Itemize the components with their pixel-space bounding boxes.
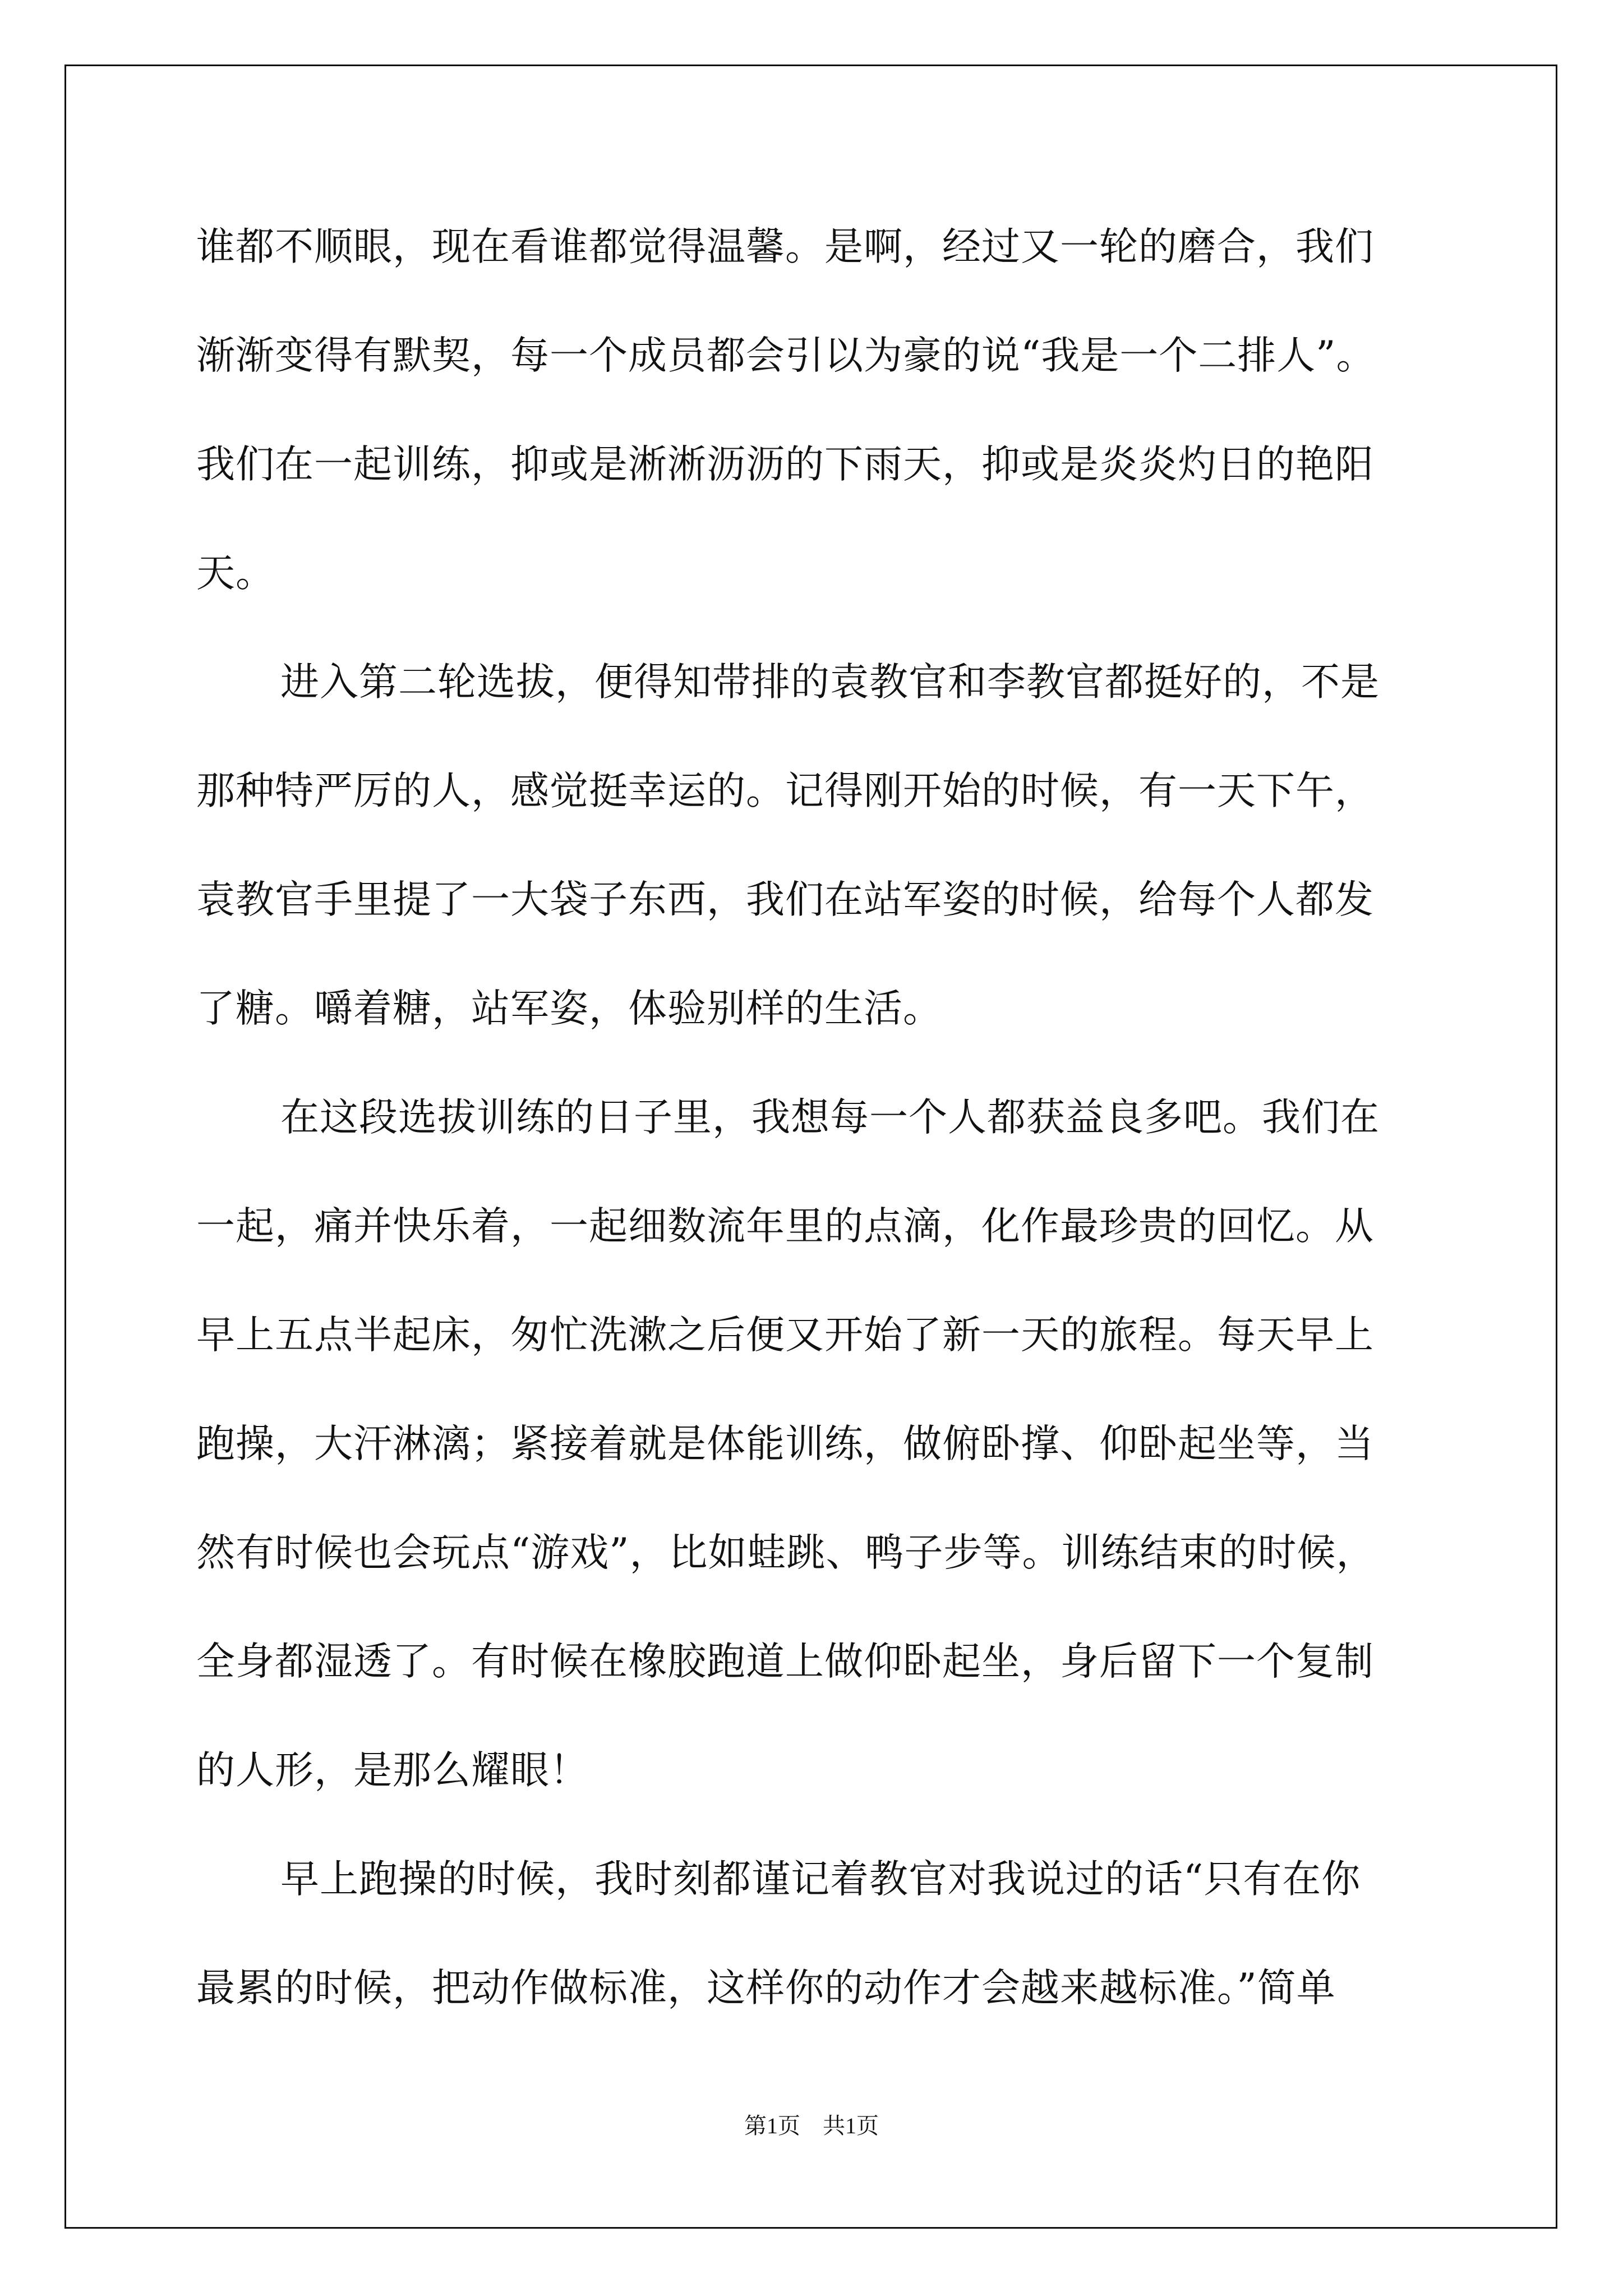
text-line-6: 那种特严厉的人，感觉挺幸运的。记得刚开始的时候，有一天下午， <box>196 769 1374 813</box>
text-line-4: 天。 <box>196 551 275 596</box>
text-line-12: 跑操，大汗淋漓；紧接着就是体能训练，做俯卧撑、仰卧起坐等，当 <box>196 1421 1374 1466</box>
text-line-2: 渐渐变得有默契，每一个成员都会引以为豪的说“我是一个二排人”。 <box>196 333 1376 378</box>
text-line-16: 早上跑操的时候，我时刻都谨记着教官对我说过的话“只有在你 <box>280 1857 1361 1902</box>
text-line-10: 一起，痛并快乐着，一起细数流年里的点滴，化作最珍贵的回忆。从 <box>196 1204 1374 1249</box>
text-line-13: 然有时候也会玩点“游戏”，比如蛙跳、鸭子步等。训练结束的时候， <box>196 1530 1376 1575</box>
text-line-3: 我们在一起训练，抑或是淅淅沥沥的下雨天，抑或是炎炎灼日的艳阳 <box>196 442 1374 487</box>
text-line-9: 在这段选拔训练的日子里，我想每一个人都获益良多吧。我们在 <box>280 1095 1380 1140</box>
text-line-17: 最累的时候，把动作做标准，这样你的动作才会越来越标准。”简单 <box>196 1966 1336 2010</box>
text-line-7: 袁教官手里提了一大袋子东西，我们在站军姿的时候，给每个人都发 <box>196 877 1374 922</box>
text-line-11: 早上五点半起床，匆忙洗漱之后便又开始了新一天的旅程。每天早上 <box>196 1313 1374 1358</box>
text-line-15: 的人形，是那么耀眼！ <box>196 1748 589 1793</box>
text-line-1: 谁都不顺眼，现在看谁都觉得温馨。是啊，经过又一轮的磨合，我们 <box>196 224 1374 269</box>
text-line-14: 全身都湿透了。有时候在橡胶跑道上做仰卧起坐，身后留下一个复制 <box>196 1639 1374 1684</box>
text-line-8: 了糖。嚼着糖，站军姿，体验别样的生活。 <box>196 986 942 1031</box>
text-line-5: 进入第二轮选拔，便得知带排的袁教官和李教官都挺好的，不是 <box>280 660 1380 705</box>
page-footer: 第1页 共1页 <box>744 2113 879 2138</box>
